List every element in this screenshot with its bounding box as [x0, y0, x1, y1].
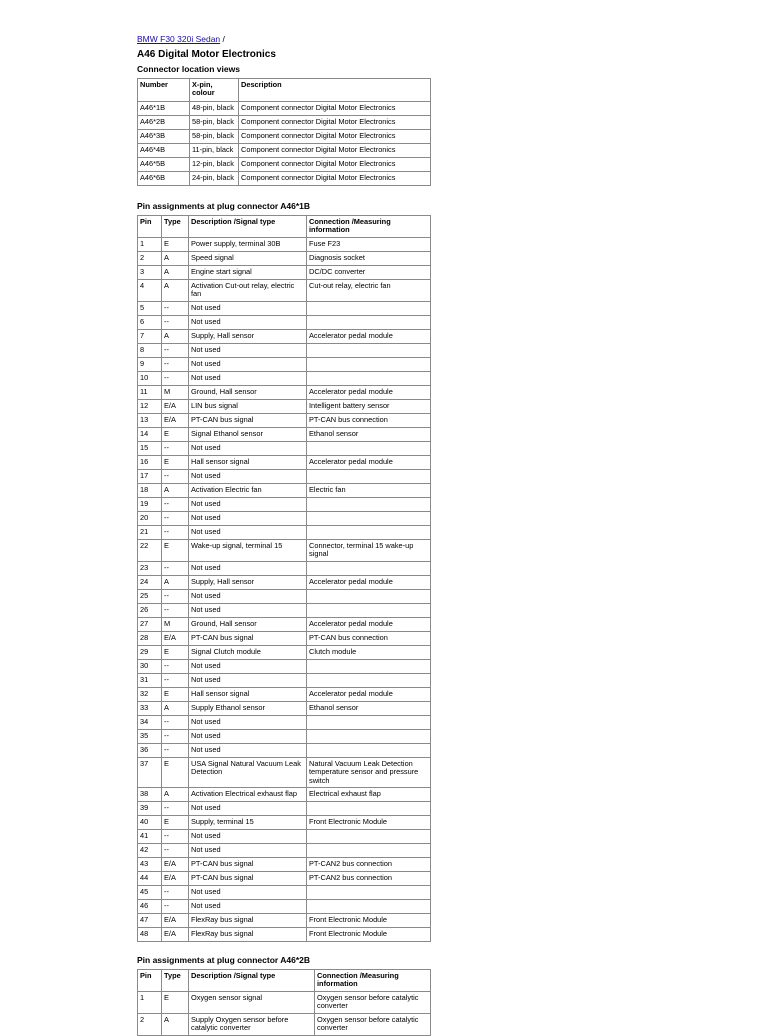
table-cell: Supply, terminal 15: [189, 816, 307, 830]
table-row: [138, 743, 431, 757]
column-header: Connection /Measuring information: [307, 216, 431, 238]
table-cell: PT-CAN2 bus connection: [307, 858, 431, 872]
table-row: [138, 539, 431, 561]
table-cell: A: [162, 701, 189, 715]
table-cell: Not used: [189, 441, 307, 455]
table-cell: [307, 886, 431, 900]
table-cell: USA Signal Natural Vacuum Leak Detection: [189, 757, 307, 787]
table-cell: [307, 659, 431, 673]
table-cell: A: [162, 265, 189, 279]
column-header: Description: [239, 79, 431, 102]
table-cell: E: [162, 816, 189, 830]
table-row: [138, 399, 431, 413]
table-cell: Not used: [189, 900, 307, 914]
table-cell: 28: [138, 631, 162, 645]
table-cell: Activation Electrical exhaust flap: [189, 788, 307, 802]
table-cell: 19: [138, 497, 162, 511]
table-row: [138, 301, 431, 315]
table-row: [138, 802, 431, 816]
table-cell: [307, 603, 431, 617]
table-cell: 29: [138, 645, 162, 659]
table-cell: 38: [138, 788, 162, 802]
table-cell: --: [162, 743, 189, 757]
table-cell: --: [162, 659, 189, 673]
table-row: [138, 315, 431, 329]
table-row: [138, 617, 431, 631]
table-cell: [307, 844, 431, 858]
table-cell: Component connector Digital Motor Electronics: [239, 158, 431, 172]
table-cell: 27: [138, 617, 162, 631]
table-cell: Ground, Hall sensor: [189, 385, 307, 399]
table-cell: [307, 315, 431, 329]
table-cell: E: [162, 687, 189, 701]
table-cell: Oxygen sensor signal: [189, 992, 315, 1014]
table-cell: [307, 743, 431, 757]
table-cell: Not used: [189, 844, 307, 858]
table-cell: 25: [138, 589, 162, 603]
table-cell: 11-pin, black: [190, 144, 239, 158]
table-cell: E/A: [162, 914, 189, 928]
table-cell: E: [162, 539, 189, 561]
table-row: [138, 631, 431, 645]
table-row: [138, 589, 431, 603]
table-cell: Not used: [189, 511, 307, 525]
table-cell: Fuse F23: [307, 237, 431, 251]
column-header: Type: [162, 216, 189, 238]
table-cell: Not used: [189, 469, 307, 483]
table-cell: A: [162, 788, 189, 802]
table-cell: M: [162, 617, 189, 631]
table-cell: --: [162, 561, 189, 575]
table-cell: Component connector Digital Motor Electronics: [239, 172, 431, 186]
table-cell: E: [162, 455, 189, 469]
table-cell: 36: [138, 743, 162, 757]
table-cell: Accelerator pedal module: [307, 329, 431, 343]
column-header: X-pin, colour: [190, 79, 239, 102]
table-cell: [307, 802, 431, 816]
table-cell: M: [162, 385, 189, 399]
table-cell: Electric fan: [307, 483, 431, 497]
table-cell: 5: [138, 301, 162, 315]
table-row: [138, 928, 431, 942]
table-header-row: [138, 216, 431, 238]
table-cell: Engine start signal: [189, 265, 307, 279]
table-cell: Not used: [189, 603, 307, 617]
table-row: [138, 872, 431, 886]
table-row: [138, 469, 431, 483]
table-cell: [307, 830, 431, 844]
table-cell: 16: [138, 455, 162, 469]
table-cell: --: [162, 357, 189, 371]
table-cell: 26: [138, 603, 162, 617]
table-cell: [307, 357, 431, 371]
table-cell: A: [162, 329, 189, 343]
table-cell: PT-CAN bus connection: [307, 631, 431, 645]
table-cell: Hall sensor signal: [189, 687, 307, 701]
table-cell: Intelligent battery sensor: [307, 399, 431, 413]
table-cell: 24: [138, 575, 162, 589]
table-cell: Component connector Digital Motor Electronics: [239, 130, 431, 144]
breadcrumb-separator: /: [222, 34, 225, 44]
table-cell: --: [162, 497, 189, 511]
table-cell: A46*3B: [138, 130, 190, 144]
table-cell: Supply Oxygen sensor before catalytic converter: [189, 1014, 315, 1036]
table-cell: [307, 673, 431, 687]
table-cell: [307, 469, 431, 483]
table-cell: Signal Ethanol sensor: [189, 427, 307, 441]
table-row: [138, 701, 431, 715]
table-cell: 22: [138, 539, 162, 561]
table-cell: 32: [138, 687, 162, 701]
table-cell: 12: [138, 399, 162, 413]
table-row: [138, 357, 431, 371]
table-cell: [307, 511, 431, 525]
table-cell: 45: [138, 886, 162, 900]
table-cell: --: [162, 729, 189, 743]
table-cell: 8: [138, 343, 162, 357]
table-cell: Activation Cut-out relay, electric fan: [189, 279, 307, 301]
table-cell: Component connector Digital Motor Electronics: [239, 144, 431, 158]
table-row: [138, 441, 431, 455]
table-cell: A: [162, 575, 189, 589]
table-cell: 20: [138, 511, 162, 525]
table-row: [138, 900, 431, 914]
table-cell: PT-CAN bus connection: [307, 413, 431, 427]
table-row: [138, 102, 431, 116]
table-cell: Accelerator pedal module: [307, 687, 431, 701]
table-row: [138, 992, 431, 1014]
table-cell: Supply, Hall sensor: [189, 329, 307, 343]
table-cell: 41: [138, 830, 162, 844]
table-row: [138, 561, 431, 575]
table-row: [138, 1014, 431, 1036]
table-cell: 47: [138, 914, 162, 928]
table-cell: Wake-up signal, terminal 15: [189, 539, 307, 561]
table-cell: Not used: [189, 357, 307, 371]
table-row: [138, 603, 431, 617]
table-row: [138, 687, 431, 701]
table-cell: --: [162, 301, 189, 315]
table-cell: 33: [138, 701, 162, 715]
table-cell: --: [162, 900, 189, 914]
table-cell: --: [162, 830, 189, 844]
table-cell: Oxygen sensor before catalytic converter: [315, 992, 431, 1014]
table-cell: E: [162, 757, 189, 787]
table-row: [138, 858, 431, 872]
page-title: A46 Digital Motor Electronics: [137, 49, 276, 60]
table-cell: 11: [138, 385, 162, 399]
table-cell: Not used: [189, 525, 307, 539]
table-cell: 10: [138, 371, 162, 385]
table-cell: PT-CAN bus signal: [189, 413, 307, 427]
table-cell: 35: [138, 729, 162, 743]
table-cell: 1: [138, 992, 162, 1014]
table-row: [138, 172, 431, 186]
table-cell: --: [162, 343, 189, 357]
table-cell: 48: [138, 928, 162, 942]
table-cell: Accelerator pedal module: [307, 385, 431, 399]
table-cell: PT-CAN bus signal: [189, 631, 307, 645]
table-cell: 58-pin, black: [190, 116, 239, 130]
column-header: Description /Signal type: [189, 970, 315, 992]
table-cell: A: [162, 251, 189, 265]
table-cell: 40: [138, 816, 162, 830]
table-row: [138, 497, 431, 511]
table-cell: E/A: [162, 399, 189, 413]
table-cell: [307, 371, 431, 385]
table-row: [138, 130, 431, 144]
table-cell: Ethanol sensor: [307, 701, 431, 715]
table-cell: 46: [138, 900, 162, 914]
table-cell: Front Electronic Module: [307, 816, 431, 830]
table-cell: A46*1B: [138, 102, 190, 116]
pin-assignments-a46-2b-table: [137, 969, 431, 1036]
table-cell: --: [162, 511, 189, 525]
table-header-row: [138, 79, 431, 102]
table-cell: A: [162, 1014, 189, 1036]
table-cell: Accelerator pedal module: [307, 455, 431, 469]
table-row: [138, 385, 431, 399]
table-cell: [307, 525, 431, 539]
table-cell: 6: [138, 315, 162, 329]
table-cell: Not used: [189, 802, 307, 816]
table-cell: A46*4B: [138, 144, 190, 158]
table-cell: E/A: [162, 858, 189, 872]
table-row: [138, 816, 431, 830]
table-cell: [307, 301, 431, 315]
table-cell: A: [162, 483, 189, 497]
table-cell: 12-pin, black: [190, 158, 239, 172]
table-cell: 2: [138, 1014, 162, 1036]
table-cell: Not used: [189, 830, 307, 844]
table-cell: 48-pin, black: [190, 102, 239, 116]
table-cell: PT-CAN2 bus connection: [307, 872, 431, 886]
table-row: [138, 673, 431, 687]
table-cell: 24-pin, black: [190, 172, 239, 186]
table-cell: 7: [138, 329, 162, 343]
table-row: [138, 116, 431, 130]
table-cell: FlexRay bus signal: [189, 928, 307, 942]
table-row: [138, 413, 431, 427]
table-cell: 37: [138, 757, 162, 787]
column-header: Pin: [138, 216, 162, 238]
table-cell: Ground, Hall sensor: [189, 617, 307, 631]
table-cell: E: [162, 427, 189, 441]
table-cell: Supply Ethanol sensor: [189, 701, 307, 715]
table-cell: Hall sensor signal: [189, 455, 307, 469]
table-cell: --: [162, 844, 189, 858]
table-row: [138, 788, 431, 802]
table-cell: --: [162, 673, 189, 687]
table-cell: E: [162, 992, 189, 1014]
table-cell: PT-CAN bus signal: [189, 872, 307, 886]
table-cell: Component connector Digital Motor Electronics: [239, 116, 431, 130]
table-cell: 58-pin, black: [190, 130, 239, 144]
table-cell: PT-CAN bus signal: [189, 858, 307, 872]
table-cell: --: [162, 715, 189, 729]
table-cell: 43: [138, 858, 162, 872]
table-cell: 3: [138, 265, 162, 279]
breadcrumb-link[interactable]: BMW F30 320i Sedan: [137, 34, 221, 44]
table-row: [138, 844, 431, 858]
table-cell: Power supply, terminal 30B: [189, 237, 307, 251]
table-row: [138, 645, 431, 659]
table-cell: Not used: [189, 589, 307, 603]
table-cell: Oxygen sensor before catalytic converter: [315, 1014, 431, 1036]
table-cell: Not used: [189, 743, 307, 757]
table-row: [138, 729, 431, 743]
table-cell: Not used: [189, 561, 307, 575]
table-cell: E: [162, 237, 189, 251]
table-cell: Electrical exhaust flap: [307, 788, 431, 802]
table-row: [138, 757, 431, 787]
table-cell: Signal Clutch module: [189, 645, 307, 659]
table-cell: 44: [138, 872, 162, 886]
table-header-row: [138, 970, 431, 992]
table-cell: 34: [138, 715, 162, 729]
table-cell: [307, 715, 431, 729]
document-page: [137, 34, 437, 1036]
table-cell: 30: [138, 659, 162, 673]
table-cell: --: [162, 603, 189, 617]
table-cell: Front Electronic Module: [307, 914, 431, 928]
table-cell: Not used: [189, 673, 307, 687]
table-cell: 15: [138, 441, 162, 455]
table-cell: Not used: [189, 659, 307, 673]
table-row: [138, 525, 431, 539]
table-row: [138, 715, 431, 729]
table-cell: Not used: [189, 729, 307, 743]
table-cell: --: [162, 886, 189, 900]
table-cell: E/A: [162, 413, 189, 427]
table-cell: 31: [138, 673, 162, 687]
table-cell: --: [162, 525, 189, 539]
table-cell: 23: [138, 561, 162, 575]
table-cell: Connector, terminal 15 wake-up signal: [307, 539, 431, 561]
table-cell: E/A: [162, 872, 189, 886]
breadcrumb: [137, 34, 437, 46]
table-cell: [307, 900, 431, 914]
table-cell: 13: [138, 413, 162, 427]
table-row: [138, 237, 431, 251]
table-row: [138, 279, 431, 301]
table-cell: E/A: [162, 631, 189, 645]
table-cell: Not used: [189, 371, 307, 385]
column-header: Number: [138, 79, 190, 102]
table-cell: DC/DC converter: [307, 265, 431, 279]
column-header: Connection /Measuring information: [315, 970, 431, 992]
table-cell: FlexRay bus signal: [189, 914, 307, 928]
column-header: Description /Signal type: [189, 216, 307, 238]
table-cell: --: [162, 469, 189, 483]
pin-assignments-a46-2b-heading: Pin assignments at plug connector A46*2B: [137, 955, 311, 966]
table-cell: Ethanol sensor: [307, 427, 431, 441]
table-row: [138, 329, 431, 343]
table-cell: A46*5B: [138, 158, 190, 172]
table-cell: 14: [138, 427, 162, 441]
table-cell: Natural Vacuum Leak Detection temperature sensor and pressure switch: [307, 757, 431, 787]
table-cell: Speed signal: [189, 251, 307, 265]
table-cell: A46*2B: [138, 116, 190, 130]
connector-location-table: [137, 78, 431, 186]
table-cell: Clutch module: [307, 645, 431, 659]
table-row: [138, 914, 431, 928]
table-cell: Supply, Hall sensor: [189, 575, 307, 589]
table-row: [138, 251, 431, 265]
table-cell: Not used: [189, 301, 307, 315]
table-cell: [307, 497, 431, 511]
table-cell: Accelerator pedal module: [307, 617, 431, 631]
pin-assignments-a46-1b-table: [137, 215, 431, 942]
table-cell: Not used: [189, 886, 307, 900]
table-row: [138, 575, 431, 589]
table-cell: Accelerator pedal module: [307, 575, 431, 589]
table-cell: 2: [138, 251, 162, 265]
table-cell: Front Electronic Module: [307, 928, 431, 942]
table-cell: --: [162, 802, 189, 816]
table-cell: --: [162, 371, 189, 385]
table-row: [138, 265, 431, 279]
table-cell: Not used: [189, 343, 307, 357]
table-cell: 42: [138, 844, 162, 858]
table-cell: 18: [138, 483, 162, 497]
table-cell: 17: [138, 469, 162, 483]
table-cell: E: [162, 645, 189, 659]
table-cell: LIN bus signal: [189, 399, 307, 413]
table-row: [138, 158, 431, 172]
connector-location-heading: Connector location views: [137, 64, 240, 74]
table-row: [138, 427, 431, 441]
pin-assignments-a46-1b-heading: Pin assignments at plug connector A46*1B: [137, 201, 311, 211]
table-row: [138, 886, 431, 900]
table-row: [138, 483, 431, 497]
table-cell: --: [162, 315, 189, 329]
table-cell: [307, 561, 431, 575]
table-row: [138, 830, 431, 844]
table-cell: Diagnosis socket: [307, 251, 431, 265]
table-cell: 4: [138, 279, 162, 301]
table-row: [138, 659, 431, 673]
table-cell: [307, 441, 431, 455]
column-header: Type: [162, 970, 189, 992]
table-row: [138, 455, 431, 469]
column-header: Pin: [138, 970, 162, 992]
table-cell: Cut-out relay, electric fan: [307, 279, 431, 301]
table-cell: Not used: [189, 497, 307, 511]
table-cell: --: [162, 589, 189, 603]
table-cell: [307, 343, 431, 357]
table-cell: 9: [138, 357, 162, 371]
table-cell: [307, 589, 431, 603]
table-cell: A46*6B: [138, 172, 190, 186]
table-row: [138, 343, 431, 357]
table-cell: 1: [138, 237, 162, 251]
table-cell: Not used: [189, 715, 307, 729]
table-cell: --: [162, 441, 189, 455]
table-cell: 39: [138, 802, 162, 816]
table-cell: E/A: [162, 928, 189, 942]
table-cell: Not used: [189, 315, 307, 329]
table-cell: [307, 729, 431, 743]
table-cell: Component connector Digital Motor Electronics: [239, 102, 431, 116]
table-row: [138, 144, 431, 158]
table-cell: A: [162, 279, 189, 301]
table-row: [138, 371, 431, 385]
table-cell: 21: [138, 525, 162, 539]
table-cell: Activation Electric fan: [189, 483, 307, 497]
table-row: [138, 511, 431, 525]
